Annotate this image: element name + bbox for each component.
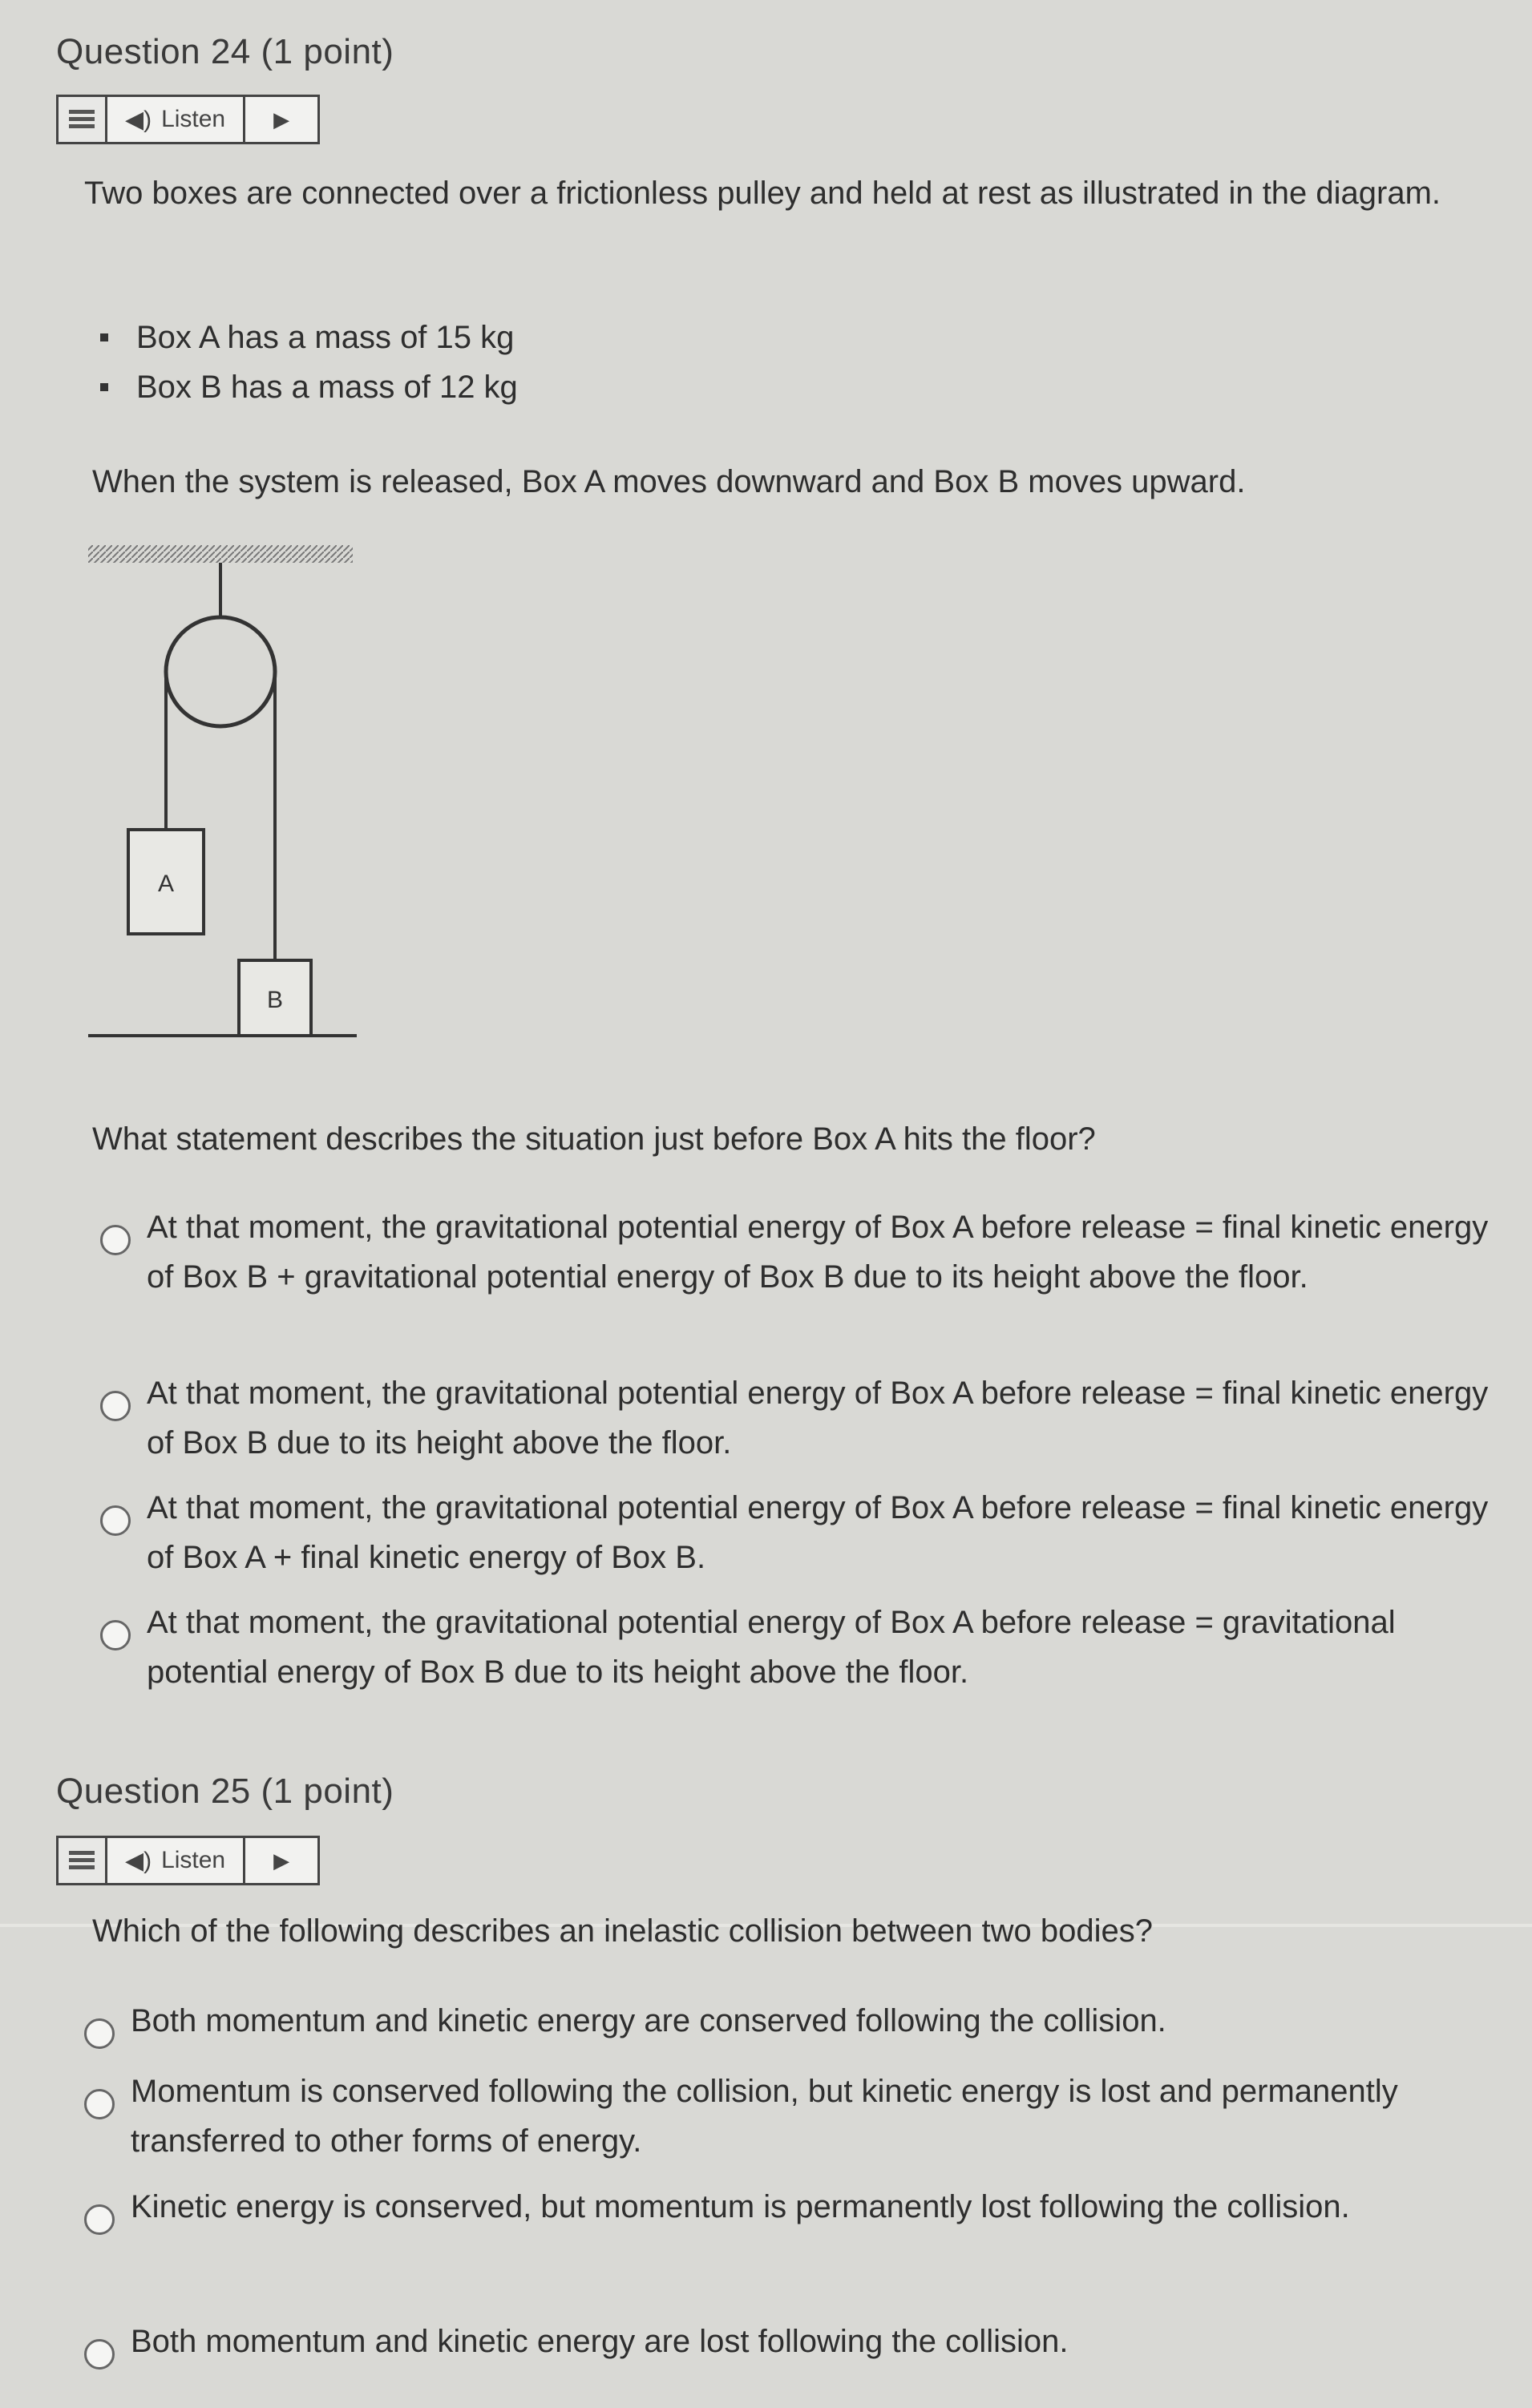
option-label: At that moment, the gravitational potential energy of Box A before release = final kinetic energy of Box B due to its height above the floor. [147,1376,1489,1461]
option-label: Both momentum and kinetic energy are conserved following the collision. [131,2003,1166,2038]
option-label: At that moment, the gravitational potential energy of Box A before release = final kinetic energy of Box A + final kinetic energy of Box B. [147,1490,1489,1575]
q25-option-1[interactable] [84,1996,1511,2049]
q25-option-2[interactable] [84,2067,1511,2166]
speaker-icon: ◀︎) [125,106,152,133]
q24-mass-list [136,313,518,412]
radio-button[interactable] [84,2339,115,2370]
radio-button[interactable] [100,1505,131,1536]
radio-button[interactable] [100,1391,131,1421]
q24-option-4[interactable] [100,1598,1511,1697]
box-b-label: B [266,987,284,1013]
option-label: At that moment, the gravitational potential energy of Box A before release = gravitational potential energy of Box B due to its height above the floor. [147,1605,1396,1690]
radio-button[interactable] [84,2089,115,2119]
option-label: Kinetic energy is conserved, but momentum is permanently lost following the collision. [131,2189,1350,2224]
q25-listen-toolbar [56,1836,320,1885]
q25-option-3[interactable] [84,2182,1511,2235]
q24-option-1[interactable] [100,1202,1511,1302]
q25-listen-button[interactable] [107,1838,245,1883]
question-25-title: Question 25 (1 point) [56,1772,394,1811]
q24-option-2[interactable] [100,1368,1511,1468]
q25-option-4[interactable] [84,2317,1511,2370]
q24-intro: Two boxes are connected over a frictionless pulley and held at rest as illustrated in the diagram. [84,176,1441,211]
q24-option-3[interactable] [100,1483,1511,1582]
q24-prompt: What statement describes the situation just before Box A hits the floor? [92,1121,1096,1157]
listen-label: Listen [161,1847,226,1873]
option-label: At that moment, the gravitational potential energy of Box A before release = final kinetic energy of Box B + gravitational potential energy of Box B due to its height above the floor. [147,1210,1489,1295]
play-icon[interactable]: ▶ [273,1848,290,1873]
q24-listen-button[interactable] [107,97,245,142]
listen-label: Listen [161,106,226,132]
list-item: Box B has a mass of 12 kg [136,362,518,412]
q24-listen-toolbar [56,95,320,144]
q25-prompt: Which of the following describes an inelastic collision between two bodies? [92,1913,1153,1949]
play-icon[interactable]: ▶ [273,107,290,131]
radio-button[interactable] [100,1225,131,1255]
menu-icon[interactable] [59,97,107,142]
question-24-title: Question 24 (1 point) [56,32,394,71]
q24-release-text: When the system is released, Box A moves downward and Box B moves upward. [92,464,1246,499]
speaker-icon: ◀︎) [125,1847,152,1874]
pulley-wheel [166,617,275,726]
radio-button[interactable] [100,1620,131,1650]
menu-icon[interactable] [59,1838,107,1883]
option-label: Both momentum and kinetic energy are lost following the collision. [131,2324,1069,2359]
pulley-diagram [80,545,369,1058]
radio-button[interactable] [84,2204,115,2235]
list-item: Box A has a mass of 15 kg [136,313,518,362]
box-a-label: A [157,871,175,897]
option-label: Momentum is conserved following the collision, but kinetic energy is lost and permanently transferred to other forms of energy. [131,2074,1398,2159]
radio-button[interactable] [84,2018,115,2049]
ceiling [88,545,353,563]
